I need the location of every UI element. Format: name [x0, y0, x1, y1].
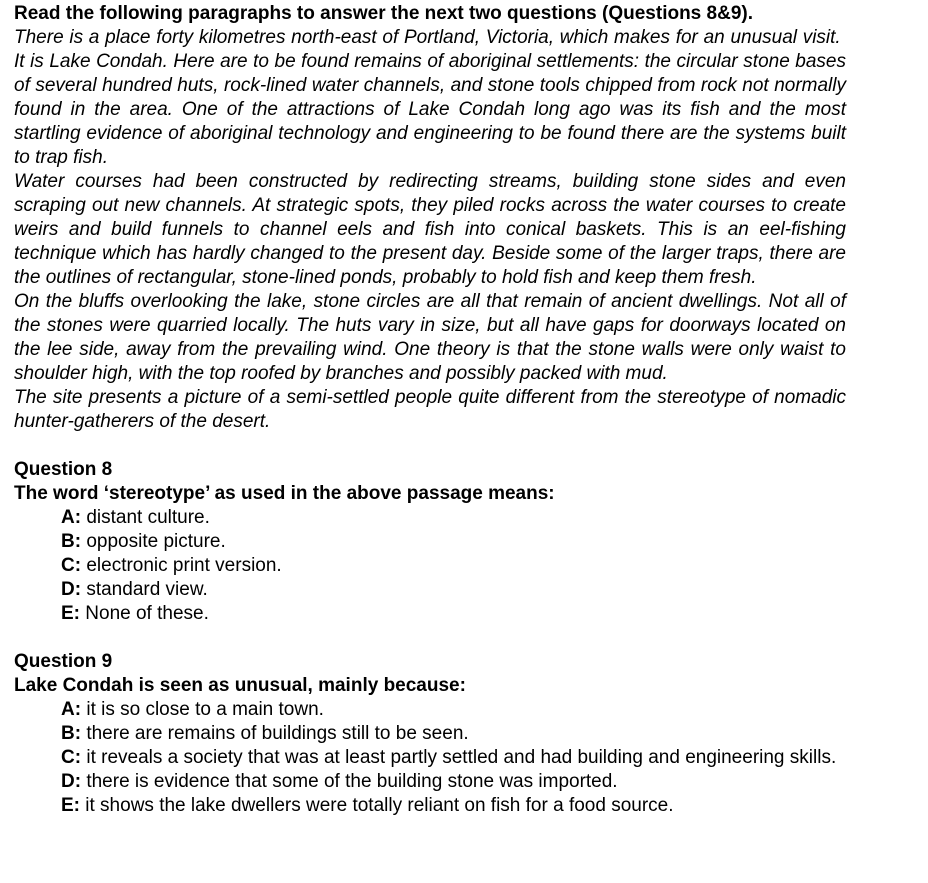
question-9 [14, 650, 914, 818]
answer-option-e[interactable] [61, 794, 914, 818]
question-heading: Question 9 [14, 651, 113, 672]
answer-option-d[interactable] [61, 578, 914, 602]
answer-option-a[interactable] [61, 698, 914, 722]
option-text: it reveals a society that was at least partly settled and had building and engineering skills. [81, 747, 837, 768]
option-letter: E: [61, 603, 80, 624]
passage-paragraph-2: Water courses had been constructed by redirecting streams, building stone sides and even scraping out new channels. At strategic spots, they piled rocks across the water courses to create weirs and build funnels to channel eels and fish into conical baskets. This is an eel-fishing technique which has hardly changed to the present day. Beside some of the larger traps, there are the outlines of rectangular, stone-lined ponds, probably to hold fish and keep them fresh. [14, 171, 846, 288]
option-letter: C: [61, 747, 82, 768]
option-letter: B: [61, 531, 82, 552]
option-letter: B: [61, 723, 82, 744]
answer-options [14, 698, 914, 818]
question-stem: Lake Condah is seen as unusual, mainly because: [14, 675, 466, 696]
option-letter: D: [61, 579, 82, 600]
instruction-text: Read the following paragraphs to answer the next two questions (Questions 8&9). [14, 3, 753, 24]
passage-paragraph-4: The site presents a picture of a semi-settled people quite different from the stereotype of nomadic hunter-gatherers of the desert. [14, 387, 846, 432]
answer-options [14, 506, 914, 626]
option-text: there are remains of buildings still to be seen. [81, 723, 469, 744]
passage-paragraph-1: There is a place forty kilometres north-east of Portland, Victoria, which makes for an unusual visit. It is Lake Condah. Here are to be found remains of aboriginal settlements: the circular stone bases of several hundred huts, rock-lined water channels, and stone tools chipped from rock not normally found in the area. One of the attractions of Lake Condah long ago was its fish and the most startling evidence of aboriginal technology and engineering to be found there are the systems built to trap fish. [14, 27, 846, 168]
option-text: it shows the lake dwellers were totally reliant on fish for a food source. [80, 795, 674, 816]
answer-option-c[interactable] [61, 746, 914, 770]
question-stem: The word ‘stereotype’ as used in the above passage means: [14, 483, 555, 504]
option-text: standard view. [81, 579, 208, 600]
option-text: electronic print version. [81, 555, 282, 576]
option-text: None of these. [80, 603, 209, 624]
option-text: it is so close to a main town. [81, 699, 324, 720]
option-text: distant culture. [81, 507, 210, 528]
answer-option-c[interactable] [61, 554, 914, 578]
answer-option-d[interactable] [61, 770, 914, 794]
option-text: opposite picture. [81, 531, 226, 552]
question-heading: Question 8 [14, 459, 113, 480]
option-letter: A: [61, 699, 82, 720]
answer-option-b[interactable] [61, 530, 914, 554]
reading-passage [14, 26, 846, 434]
option-letter: E: [61, 795, 80, 816]
question-8 [14, 458, 914, 626]
document-page [14, 2, 914, 818]
option-text: there is evidence that some of the building stone was imported. [81, 771, 618, 792]
option-letter: A: [61, 507, 82, 528]
answer-option-b[interactable] [61, 722, 914, 746]
answer-option-e[interactable] [61, 602, 914, 626]
option-letter: C: [61, 555, 82, 576]
answer-option-a[interactable] [61, 506, 914, 530]
passage-paragraph-3: On the bluffs overlooking the lake, stone circles are all that remain of ancient dwellings. Not all of the stones were quarried locally. The huts vary in size, but all have gaps for doorways located on the lee side, away from the prevailing wind. One theory is that the stone walls were only waist to shoulder high, with the top roofed by branches and possibly packed with mud. [14, 291, 846, 384]
option-letter: D: [61, 771, 82, 792]
